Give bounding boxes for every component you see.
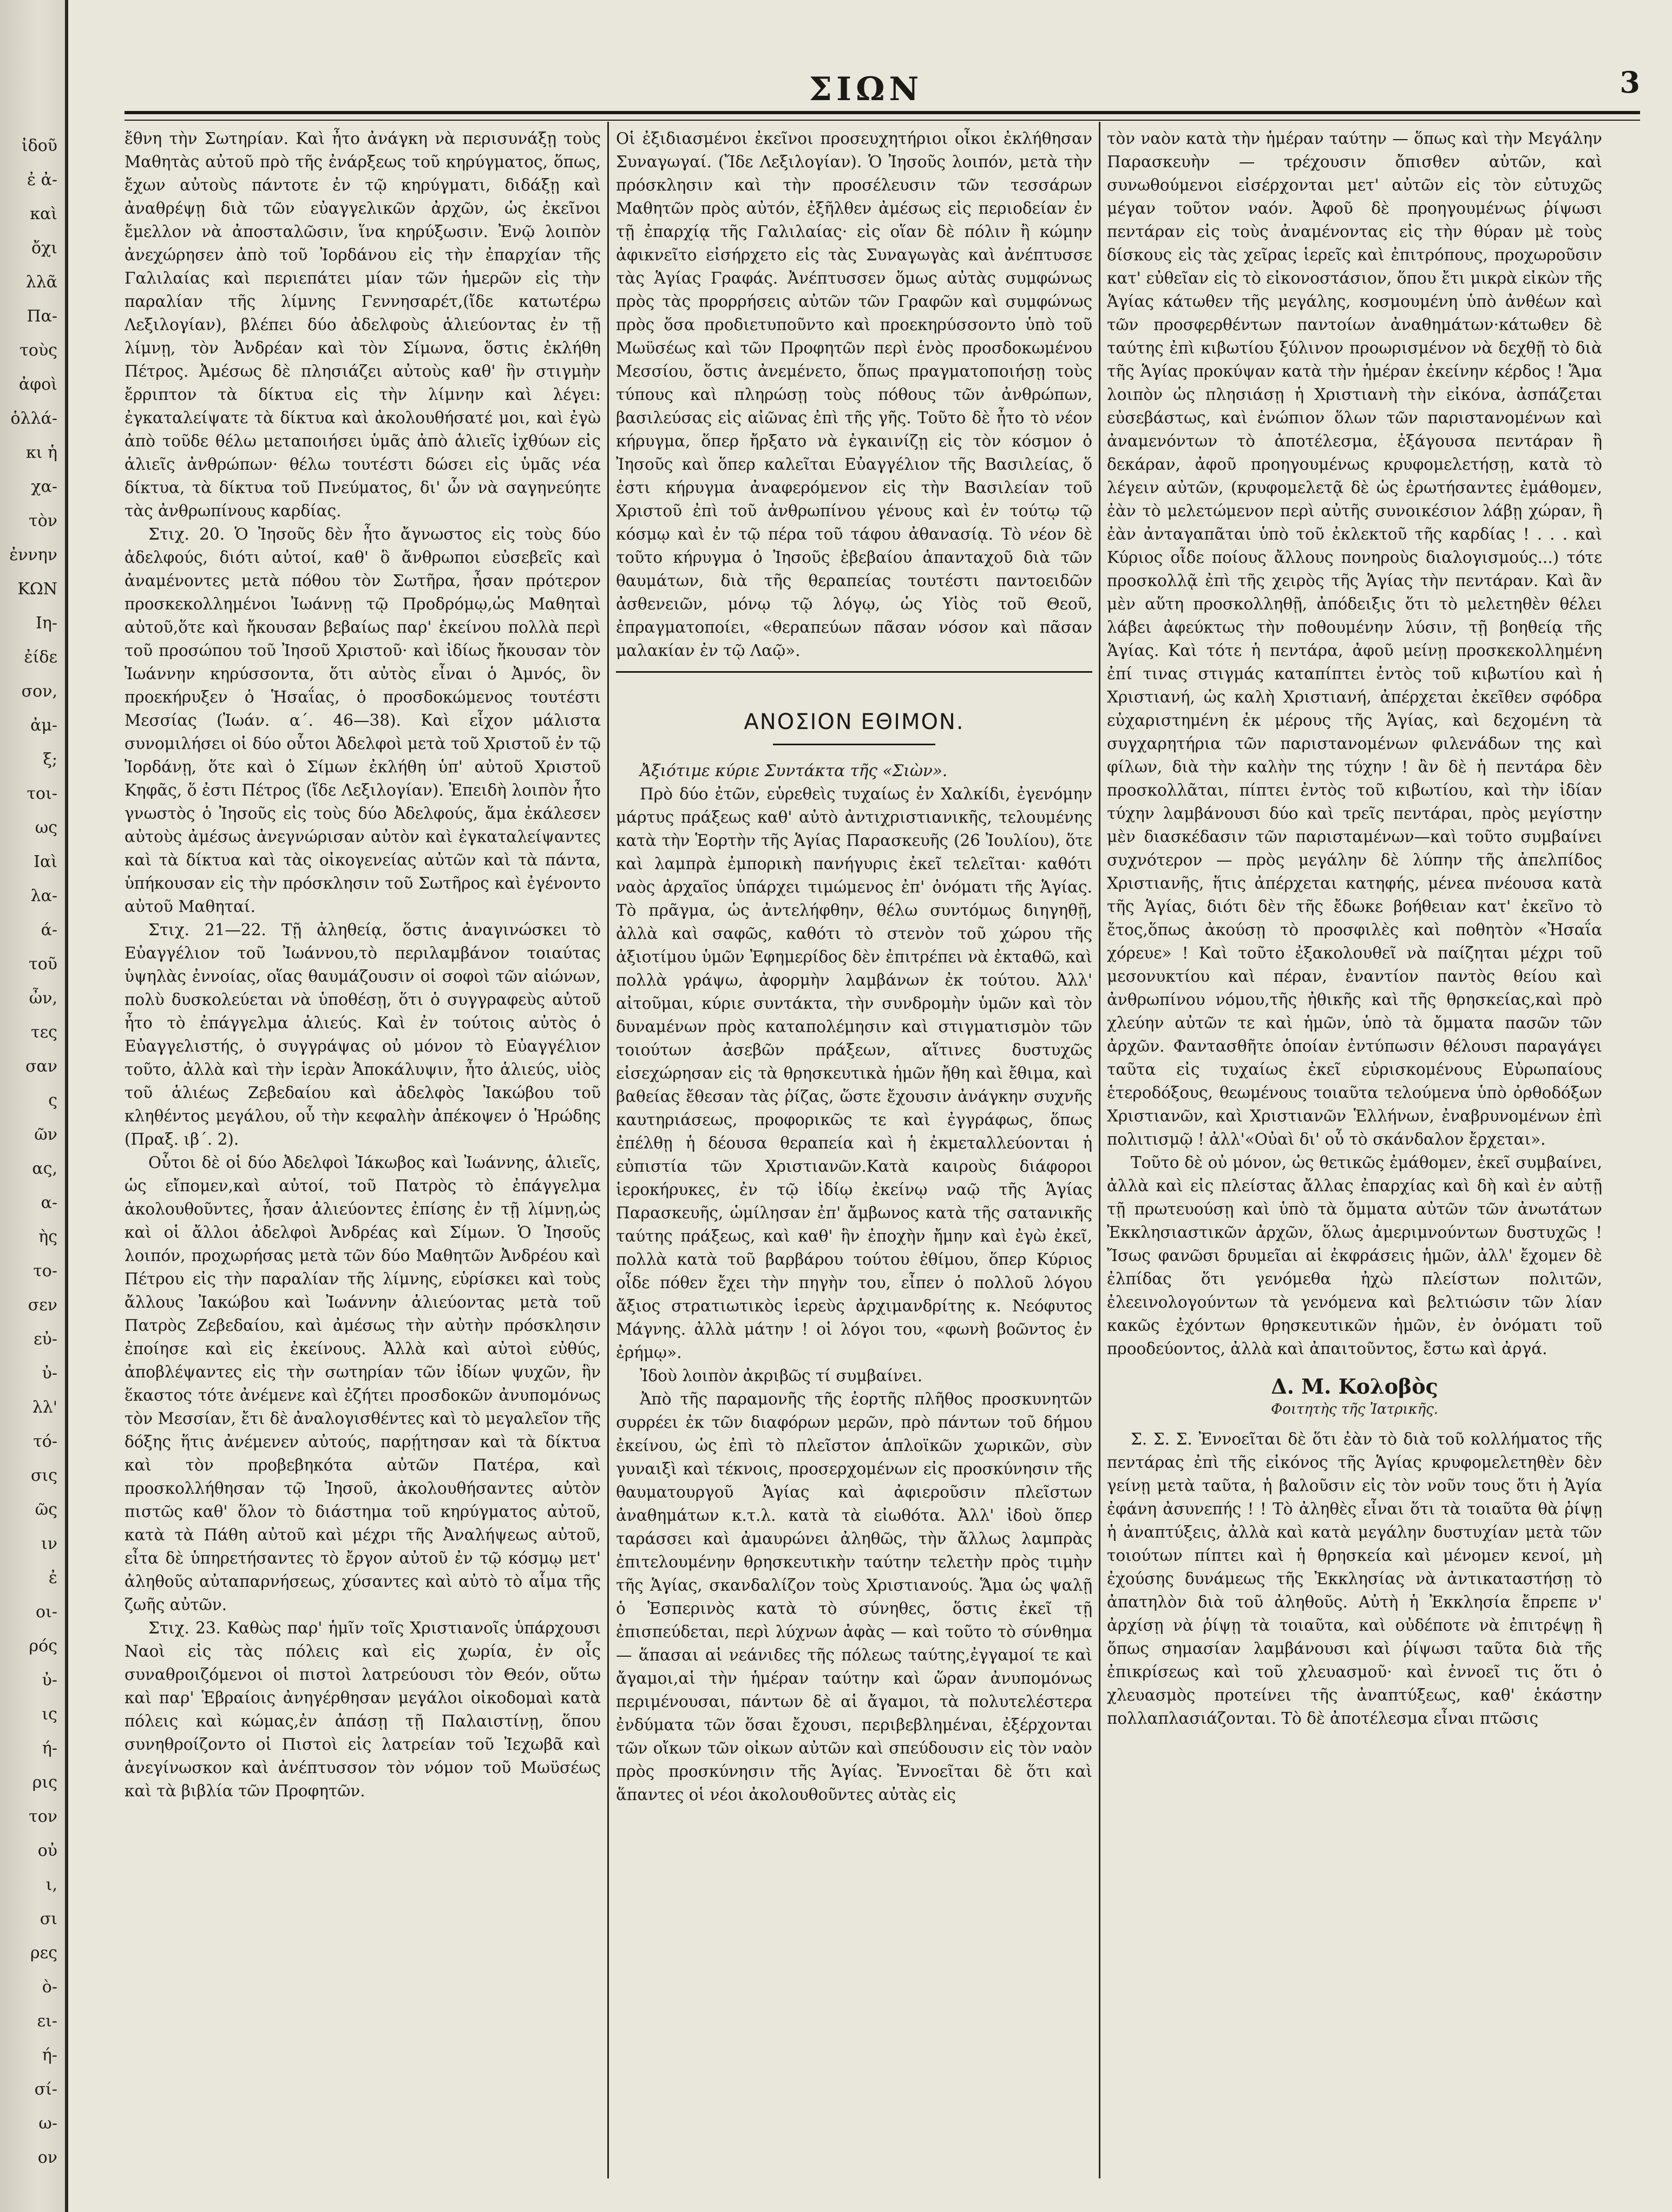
author-title: Φοιτητὴς τῆς Ἰατρικῆς. xyxy=(1270,1401,1439,1417)
margin-fragment: ξ; xyxy=(43,750,57,769)
margin-fragment: ὐ- xyxy=(42,1671,57,1690)
margin-fragment: τοῦ xyxy=(29,955,57,974)
margin-fragment: ά- xyxy=(41,921,57,940)
margin-fragment: ή- xyxy=(42,2046,57,2065)
margin-fragment: τό- xyxy=(33,1432,57,1451)
margin-fragment: ὁλλά- xyxy=(10,409,57,428)
paragraph: Πρὸ δύο ἐτῶν, εὑρεθεὶς τυχαίως ἐν Χαλκίδι, ἐγενόμην μάρτυς πράξεως καθ' αὐτὸ ἀντιχριστιανικῆς, τελουμένης κατὰ τὴν Ἑορτὴν τῆς Ἁγίας Παρασκευῆς (26 Ἰουλίου), ὅτε καὶ λαμπρὰ ἐμπορικὴ πανήγυρις ἐκεῖ τελεῖται· καθότι ναὸς ἀρχαῖος ὑπάρχει τιμώμενος ἐπ' ὀνόματι τῆς Ἁγίας. Τὸ πρᾶγμα, ὡς ἀντελήφθην, θέλω συντόμως διηγηθῇ, ἀλλὰ καὶ σαφῶς, καθότι τὸ στενὸν τοῦ χώρου τῆς ἀξιοτίμου ὑμῶν Ἐφημερίδος δὲν ἐπιτρέπει νὰ ἐκταθῶ, καὶ πολλὰ γράψω, ἀφορμὴν λαμβάνων ἐκ τούτου. Ἀλλ' αἰτοῦμαι, κύριε συντάκτα, τὴν συνδρομὴν ὑμῶν καὶ τὸν δυναμένων πρὸς καταπολέμησιν καὶ στιγματισμὸν τῶν τοιούτων ἀσεβῶν πράξεων, αἵτινες δυστυχῶς εἰσεχώρησαν εἰς τὰ θρησκευτικὰ ἡμῶν ἤθη καὶ ἔθιμα, καὶ βαθείας ἔθεσαν τὰς ῥίζας, ὥστε ἔχουσιν ἀνάγκην συχνῆς καυτηριάσεως, προφορικῶς τε καὶ ἐγγράφως, ὅπως ἐπέλθῃ ἡ δέουσα θεραπεία καὶ ἡ ἐκμεταλλεύονται ἡ εὐπιστία τῶν Χριστιανῶν.Κατὰ καιροὺς διάφοροι ἱεροκήρυκες, ἐν τῷ ἰδίῳ ἐκείνῳ ναῷ τῆς Ἁγίας Παρασκευῆς, ὡμίλησαν ἐπ' ἄμβωνος κατὰ τῆς σατανικῆς ταύτης πράξεως, καὶ καθ' ἣν ἐποχὴν ἤμην καὶ ἐγὼ ἐκεῖ, πολλὰ κατὰ τοῦ βαρβάρου τούτου ἐθίμου, ὅπερ Κύριος οἶδε πόθεν ἔχει τὴν πηγὴν του, εἶπεν ὁ πολλοῦ λόγου ἄξιος στρατιωτικὸς ἱερεὺς ἀρχιμανδρίτης κ. Νεόφυτος Μάγνης. ἀλλὰ μάτην ! οἱ λόγοι του, «φωνὴ βοῶντος ἐν ἐρήμῳ». xyxy=(616,785,1092,1362)
margin-fragment: τὸν xyxy=(29,511,57,530)
margin-fragment: Ιη- xyxy=(36,614,57,633)
margin-fragment: Πα- xyxy=(27,307,57,326)
margin-fragment: ρις xyxy=(32,1773,57,1792)
paragraph: Στιχ. 21—22. Τῇ ἀληθείᾳ, ὅστις ἀναγινώσκει τὸ Εὐαγγέλιον τοῦ Ἰωάννου,τὸ περιλαμβάνον τοιαύτας ὑψηλὰς ἐννοίας, οἵας θαυμάζουσιν οἱ σοφοὶ τῶν αἰώνων, πολὺ δυσκολεύεται νὰ ὑποθέσῃ, ὅτι ὁ συγγραφεὺς αὐτοῦ ἦτο τὸ ἐπάγγελμα ἁλιεύς. Καὶ ἐν τούτοις αὐτὸς ὁ Εὐαγγελιστής, ὁ συγγράψας οὐ μόνον τὸ Εὐαγγέλιον τοῦτο, ἀλλὰ καὶ τὴν ἱερὰν Ἀποκάλυψιν, ἦτο ἁλιεύς, υἱὸς τοῦ ἁλιέως Ζεβεδαίου καὶ ἀδελφὸς Ἰακώβου τοῦ κληθέντος μεγάλου, οὗ τὴν κεφαλὴν ἀπέκοψεν ὁ Ἡρώδης (Πραξ. ιβ΄. 2). xyxy=(124,921,601,1148)
newspaper-title: ΣΙΩΝ xyxy=(809,70,923,108)
margin-fragment: ω- xyxy=(38,2114,57,2133)
margin-fragment: ως xyxy=(35,818,57,837)
margin-fragment: ἐ ἀ- xyxy=(27,170,57,189)
margin-fragment: ῶς xyxy=(35,1500,57,1519)
margin-fragment: ς xyxy=(48,1091,57,1110)
margin-fragment: ας, xyxy=(32,1159,57,1178)
margin-fragment: ή- xyxy=(42,1739,57,1758)
margin-fragment: ις xyxy=(42,1705,57,1724)
margin-fragment: σις xyxy=(30,1466,57,1485)
margin-fragment: ὴς xyxy=(38,1228,57,1246)
section-separator xyxy=(616,671,1092,673)
column-1 xyxy=(124,127,601,2184)
margin-fragment: ὐ- xyxy=(42,1364,57,1383)
margin-fragment: το- xyxy=(33,1262,57,1281)
paragraph: ἔθνη τὴν Σωτηρίαν. Καὶ ἦτο ἀνάγκη νὰ περισυνάξῃ τοὺς Μαθητὰς αὐτοῦ πρὸ τῆς ἐνάρξεως τοῦ κηρύγματος, ὅπως, ἔχων αὐτοὺς πάντοτε ἐν τῷ κηρύγματι, διδάξῃ καὶ ἀναθρέψῃ διὰ τῶν εὐαγγελικῶν ἀρχῶν, ὡς ἐκεῖνοι ἔμελλον νὰ ἀποσταλῶσιν, ἵνα κηρύξωσιν. Ἐνῷ λοιπὸν ἀνεχώρησεν ἀπὸ τοῦ Ἰορδάνου εἰς τὴν ἐπαρχίαν τῆς Γαλιλαίας καὶ περιεπάτει μίαν τῶν ἡμερῶν εἰς τὴν παραλίαν τῆς λίμνης Γεννησαρέτ,(ἴδε κατωτέρω Λεξιλογίαν), βλέπει δύο ἀδελφοὺς ἁλιεύοντας ἐν τῇ λίμνῃ, τὸν Ἀνδρέαν καὶ τὸν Σίμωνα, ὅστις ἐκλήθη Πέτρος. Ἀμέσως δὲ πλησιάζει αὐτοὺς καθ' ἣν στιγμὴν ἔρριπτον τὰ δίκτυα εἰς τὴν λίμνην καὶ λέγει: ἐγκαταλείψατε τὰ δίκτυα καὶ ἀκολουθήσατέ μοι, καὶ ἐγὼ ἀπὸ τοῦδε θέλω μεταποιήσει ὑμᾶς ἀπὸ ἁλιεῖς ἰχθύων εἰς ἁλιεῖς ἀνθρώπων· θέλω τουτέστι δώσει εἰς ὑμᾶς νέα δίκτυα, τὰ δίκτυα τοῦ Πνεύματος, δι' ὧν νὰ σαγηνεύητε τὰς ἀνθρωπίνους καρδίας. xyxy=(124,129,601,520)
postscript: Σ. Σ. Σ. Ἐννοεῖται δὲ ὅτι ἐὰν τὸ διὰ τοῦ κολλήματος τῆς πεντάρας ἐπὶ τῆς εἰκόνος τῆς Ἁγίας κρυφομελετηθὲν δὲν γείνῃ μετὰ ταῦτα, ἡ βαλοῦσιν εἰς τὸν νοῦν τους ὅτι ἡ Ἁγία ἐφάνη ἀσυνεπής ! ! Τὸ ἀληθὲς εἶναι ὅτι τὰ τοιαῦτα θὰ ῥίψῃ ἡ ἀναπτύξεις, ἀλλὰ καὶ κατὰ μεγάλην δυστυχίαν μετὰ τῶν τοιούτων πίπτει καὶ ἡ θρησκεία καὶ μένομεν κενοί, μὴ ἐχούσης δυνάμεως τῆς Ἐκκλησίας νὰ ἀντικαταστήσῃ τὸ ἀπατηλὸν διὰ τοῦ ἀληθοῦς. Αὐτὴ ἡ Ἐκκλησία ἔπρεπε ν' ἀρχίσῃ νὰ ῥίψῃ τὰ τοιαῦτα, καὶ οὐδέποτε νὰ ἐπιτρέψῃ ἢ ὅπως σημασίαν λαμβάνουσι καὶ ῥίψωσι ταῦτα διὰ τῆς ἐπικρίσεως καὶ τοῦ χλευασμοῦ· καὶ ἐννοεῖ τις ὅτι ὁ χλευασμὸς προτείνει τῆς ἀναπτύξεως, καθ' ἑκάστην πολλαπλασιάζονται. Τὸ δὲ ἀποτέλεσμα εἶναι πτῶσις xyxy=(1107,1430,1602,1728)
margin-fragment: τοὺς xyxy=(19,341,57,360)
margin-fragment: ἰδοῦ xyxy=(21,136,57,155)
paragraph: Στιχ. 20. Ὁ Ἰησοῦς δὲν ἦτο ἄγνωστος εἰς τοὺς δύο ἀδελφούς, διότι αὐτοί, καθ' ὃ ἄνθρωποι εὐσεβεῖς καὶ ἀναμένοντες μετὰ πόθου τὸν Σωτῆρα, ἦσαν πρότερον προσκεκολλημένοι Ἰωάννῃ τῷ Προδρόμῳ,ὡς Μαθηταὶ αὐτοῦ,ὅτε καὶ ἤκουσαν βεβαίως παρ' ἐκείνου πολλὰ περὶ τοῦ προσώπου τοῦ Ἰησοῦ Χριστοῦ· καὶ ἰδίως ἤκουσαν τὸν Ἰωάννην κηρύσσοντα, ὅτι αὐτὸς εἶναι ὁ Ἀμνός, ὃν προεκήρυξεν ὁ Ἡσαΐας, ὁ προσδοκώμενος τουτέστι Μεσσίας (Ἰωάν. α΄. 46—38). Καὶ εἶχον μάλιστα συνομιλήσει οἱ δύο οὗτοι Ἀδελφοὶ μετὰ τοῦ Χριστοῦ ἐν τῷ Ἰορδάνῃ, ὅτε καὶ ὁ Σίμων ἐκλήθη ὑπ' αὐτοῦ Χριστοῦ Κηφᾶς, ὅ ἐστι Πέτρος (ἴδε Λεξιλογίαν). Ἐπειδὴ λοιπὸν ἦτο γνωστὸς ὁ Ἰησοῦς εἰς τοὺς δύο Ἀδελφούς, ἅμα ἐκάλεσεν αὐτοὺς ἀμέσως ἀνεγνώρισαν αὐτὸν καὶ ἐγκαταλείψαντες καὶ τὰ δίκτυα καὶ τὰς οἰκογενείας αὐτῶν καὶ τὰ πάντα, ὑπήκουσαν εἰς τὴν πρόσκλησιν τοῦ Σωτῆρος καὶ ἐγένοντο αὐτοῦ Μαθηταί. xyxy=(124,525,601,916)
paragraph: Ἀπὸ τῆς παραμονῆς τῆς ἑορτῆς πλῆθος προσκυνητῶν συρρέει ἐκ τῶν διαφόρων μερῶν, πρὸ πάντων τοῦ δήμου ἐκείνου, ὡς ἐπὶ τὸ πλεῖστον ἁπλοϊκῶν χωρικῶν, σὺν γυναιξὶ καὶ τέκνοις, προσερχομένων εἰς προσκύνησιν τῆς θαυματουργοῦ Ἁγίας καὶ ἀφιεροῦσιν πλεῖστων ἀναθημάτων κ.τ.λ. κατὰ τὰ εἰωθότα. Ἀλλ' ἰδοὺ ὅπερ ταράσσει καὶ ἀμαυρώνει ἀληθῶς, τὴν ἄλλως λαμπρὰς ἐπιτελουμένην θρησκευτικὴν ταύτην τελετὴν πρὸς τιμὴν τῆς Ἁγίας, σκανδαλίζον τοὺς Χριστιανούς. Ἅμα ὡς ψαλῇ ὁ Ἑσπερινὸς κατὰ τὸ σύνηθες, ὅστις ἐκεῖ τῇ ἐπισπεύδεται, περὶ λύχνων ἁφὰς — καὶ τοῦτο τὸ σύνθημα — ἅπασαι αἱ νεάνιδες τῆς πόλεως ταύτης,ἐγγαμοί τε καὶ ἄγαμοι,αἱ τὴν ἡμέραν ταύτην καὶ ὥραν ἀνυπομόνως περιμένουσαι, πάντων δὲ αἱ ἄγαμοι, τὰ πολυτελέστερα ἐνδύματα τῶν ὅσαι ἔχουσι, περιβεβλημέναι, ἐξέρχονται τῶν οἴκων τῶν οἰκων αὐτῶν καὶ σπεύδουσιν εἰς τὸν ναὸν πρὸς προσκύνησιν τῆς Ἁγίας. Ἐννοεῖται δὲ ὅτι καὶ ἅπαντες οἱ νέοι ἀκολουθοῦντες αὐτὰς εἰς xyxy=(616,1390,1092,1804)
masthead-rule xyxy=(124,111,1640,121)
margin-fragment: εὐ- xyxy=(34,1330,57,1349)
margin-fragment: σι xyxy=(40,1909,57,1928)
margin-fragment: Ιαὶ xyxy=(34,852,57,871)
column-2 xyxy=(616,127,1092,2184)
margin-fragment: ῶν xyxy=(34,1125,57,1144)
margin-fragment: ι, xyxy=(45,1875,57,1894)
margin-fragment: τες xyxy=(31,1023,57,1042)
column-divider xyxy=(607,122,609,2178)
heading-underline xyxy=(773,744,935,745)
column-3 xyxy=(1107,127,1602,2184)
margin-fragment: οι- xyxy=(36,1603,57,1622)
paragraph: Τοῦτο δὲ οὐ μόνον, ὡς θετικῶς ἐμάθομεν, ἐκεῖ συμβαίνει, ἀλλὰ καὶ εἰς πλείστας ἄλλας ἐπαρχίας καὶ δὴ καὶ ἐν αὐτῇ τῇ πρωτευούσῃ καὶ ὑπὸ τὰ ὄμματα αὐτῶν τῶν ἀνωτάτων Ἐκκλησιαστικῶν ἀρχῶν, ὅλως ἀμεριμνούντων δυστυχῶς ! Ἴσως φανῶσι δρυμεῖαι αἱ ἐκφράσεις ἡμῶν, ἀλλ' ἔχομεν δὲ ἐλπίδας ὅτι γενόμεθα ἠχὼ πλείστων πολιτῶν, ἐλεεινολογούντων τὰ γενόμενα καὶ βελτιώσιν τῶν λίαν κακῶς ἐχόντων θρησκευτικῶν ἡμῶν, ἐν ὀνόματι τοῦ προοδεύοντος, ἀλλὰ καὶ ἀπαιτοῦντος, ἔστω καὶ ἀργά. xyxy=(1107,1153,1602,1358)
paragraph: Στιχ. 23. Καθὼς παρ' ἡμῖν τοῖς Χριστιανοῖς ὑπάρχουσι Ναοὶ εἰς τὰς πόλεις καὶ εἰς χωρία, ἐν οἷς συναθροιζόμενοι οἱ πιστοὶ λατρεύουσι τὸν Θεόν, οὕτω καὶ παρ' Ἑβραίοις ἀνηγέρθησαν μεγάλοι οἰκοδομαὶ κατὰ πόλεις καὶ κώμας,ἐν ἀπάσῃ τῇ Παλαιστίνῃ, ὅπου συνηθροίζοντο οἱ Πιστοὶ εἰς λατρείαν τοῦ Ἰεχωβᾶ καὶ ἀνεγίνωσκον καὶ ἀνέπτυσσον τὸν νόμον τοῦ Μωϋσέως καὶ τὰ βιβλία τῶν Προφητῶν. xyxy=(124,1619,601,1800)
margin-fragment: ἐίδε xyxy=(24,648,57,667)
salutation: Ἀξιότιμε κύριε Συντάκτα τῆς «Σιὼν». xyxy=(640,762,948,780)
margin-fragment: ἀμ- xyxy=(30,716,57,735)
margin-fragment: κι ἡ xyxy=(25,443,57,462)
masthead xyxy=(124,65,1640,108)
margin-fragment: ον xyxy=(37,2148,57,2167)
margin-fragment: α- xyxy=(41,1193,57,1212)
paragraph: Οὗτοι δὲ οἱ δύο Ἀδελφοὶ Ἰάκωβος καὶ Ἰωάννης, ἁλιεῖς, ὡς εἴπομεν,καὶ αὐτοί, τοῦ Πατρὸς τὸ ἐπάγγελμα ἀκολουθοῦντες, ἦσαν ἁλιεύοντες ἐπίσης ἐν τῇ λίμνῃ,ὡς καὶ οἱ ἄλλοι ἀδελφοὶ Ἀνδρέας καὶ Σίμων. Ὁ Ἰησοῦς λοιπόν, προχωρήσας μετὰ τῶν δύο Μαθητῶν Ἀνδρέου καὶ Πέτρου εἰς τὴν παραλίαν τῆς λίμνης, εὑρίσκει καὶ τοὺς ἄλλους Ἰακώβου καὶ Ἰωάννην ἁλιεύοντας μετὰ τοῦ Πατρὸς Ζεβεδαίου, καὶ ἀμέσως τὴν αὐτὴν πρόσκλησιν ἐποίησε καὶ εἰς ἐκείνους. Ἀλλὰ καὶ αὐτοὶ εὐθύς, ἀποβλέψαντες εἰς τὴν σωτηρίαν τῶν ἰδίων ψυχῶν, ἣν ἕκαστος τότε ἀνέμενε καὶ ἐζήτει προσδοκῶν ἀνυπομόνως τὸν Μεσσίαν, ἔτι δὲ ἀναλογισθέντες καὶ τὸ μεγαλεῖον τῆς δόξης ἥτις ἀνέμενεν αὐτούς, παρῄτησαν καὶ τὰ δίκτυα καὶ τὸν προβεβηκότα αὐτῶν Πατέρα, καὶ προσκολλήθησαν τῷ Ἰησοῦ, ἀκολουθήσαντες αὐτὸν πιστῶς καθ' ὅλον τὸ διάστημα τοῦ κηρύγματος αὐτοῦ, κατὰ τὰ Πάθη αὐτοῦ καὶ μέχρι τῆς Ἀναλήψεως αὐτοῦ, εἶτα δὲ ὑπηρετήσαντες τὸ ἔργον αὐτοῦ ἐν τῷ κόσμῳ μετ' ἀληθοῦς αὐταπαρνήσεως, χύσαντες καὶ αὐτὸ τὸ αἷμα τῆς ζωῆς αὐτῶν. xyxy=(124,1153,601,1614)
margin-fragment: ΚΩΝ xyxy=(17,580,57,599)
margin-fragment: τον xyxy=(29,1807,57,1826)
article-heading: ΑΝΟΣΙΟΝ ΕΘΙΜΟΝ. xyxy=(744,710,965,734)
margin-fragment: ει- xyxy=(37,2012,57,2031)
margin-fragment: λλ' xyxy=(32,1398,57,1417)
margin-fragment: χα- xyxy=(31,477,57,496)
margin-fragment: ὸ- xyxy=(42,1978,57,1997)
margin-fragment: ὦν, xyxy=(29,989,57,1008)
margin-fragment: οὐ xyxy=(37,1841,57,1860)
margin-fragment: λα- xyxy=(30,887,57,905)
previous-page-margin xyxy=(0,0,68,2212)
margin-fragment: καὶ xyxy=(30,205,57,224)
margin-fragment: σί- xyxy=(34,2080,57,2099)
margin-fragment: ἀφοὶ xyxy=(18,375,57,394)
margin-fragment: ρός xyxy=(29,1637,57,1656)
margin-fragment: ρες xyxy=(30,1944,57,1962)
margin-fragment: ἐ xyxy=(48,1568,57,1587)
margin-fragment: ἐννην xyxy=(9,546,57,565)
margin-fragment: λλᾶ xyxy=(25,273,57,292)
paragraph: τὸν ναὸν κατὰ τὴν ἡμέραν ταύτην — ὅπως καὶ τὴν Μεγάλην Παρασκευὴν — τρέχουσιν ὄπισθεν αὐτῶν, καὶ συνωθούμενοι εἰσέρχονται μετ' αὐτῶν εἰς τὸν εὐτυχῶς μέγαν τοῦτον ναόν. Ἀφοῦ δὲ προηγουμένως ῥίψωσι πεντάραν εἰς τοὺς ἀναμένοντας εἰς τὴν θύραν μὲ τοὺς δίσκους εἰς τὰς χεῖρας ἱερεῖς καὶ ἐπιτρόπους, προχωροῦσιν κατ' εὐθεῖαν εἰς τὸ εἰκονοστάσιον, ὅπου ἔτι μικρὰ εἰκὼν τῆς Ἁγίας κάτωθεν τῆς μεγάλης, κοσμουμένη ὑπὸ ἀνθέων καὶ τῶν προσφερθέντων παντοίων ἀναθημάτων·κάτωθεν δὲ ταύτης ἐπὶ κιβωτίου ξύλινον προωρισμένον νὰ δεχθῇ τὸ διὰ τῆς Ἁγίας προκύψαν κατὰ τὴν ἡμέραν ἐκείνην κέρδος ! Ἅμα λοιπὸν ὡς πλησιάσῃ ἡ Χριστιανὴ τὴν εἰκόνα, ἀσπάζεται εὐσεβάστως, καὶ ἐνώπιον ὅλων τῶν παριστανομένων καὶ ἀναμενόντων τὸ ἀποτέλεσμα, ἐξάγουσα πεντάραν ἢ δεκάραν, ἀφοῦ προηγουμένως κρυφομελετήσῃ, κατὰ τὸ λέγειν αὐτῶν, (κρυφομελετᾷ δὲ ὡς ἐρωτήσαντες ἐμάθομεν, ἐὰν τὸ μελετώμενον περὶ αὐτῆς συνοικέσιον λάβῃ χώραν, ἢ ἐὰν ἀνταγαπᾶται ὑπὸ τοῦ ἐκλεκτοῦ τῆς καρδίας ! . . . καὶ Κύριος οἶδε ποίους ἄλλους πονηροὺς διαλογισμούς...) τότε προσκολλᾷ ἐπὶ τῆς χειρὸς τῆς Ἁγίας τὴν πεντάραν. Καὶ ἂν μὲν αὕτη προσκολληθῇ, ἀπόδειξις ὅτι τὸ μελετηθὲν θέλει λάβει ἀφεύκτως τὴν ποθουμένην λύσιν, τῇ βοηθείᾳ τῆς Ἁγίας. Καὶ τότε ἡ πεντάρα, ἀφοῦ μείνῃ προσκεκολλημένη ἐπί τινας στιγμάς καταπίπτει ἐντὸς τοῦ κιβωτίου καὶ ἡ Χριστιανή, ὡς καλὴ Χριστιανή, ἀπέρχεται ἐκεῖθεν σφόδρα εὐχαριστημένη ἐκ μέρους τῆς Ἁγίας, καὶ δεχομένη τὰ συγχαρητήρια τῶν παριστανομένων φιλενάδων της καὶ φίλων, διὰ τὴν καλὴν της τύχην ! ἂν δὲ ἡ πεντάρα δὲν προσκολλᾶται, πίπτει ἐντὸς τοῦ κιβωτίου, καὶ τὴν ἰδίαν τύχην λαμβάνουσι δύο καὶ τρεῖς πεντάραι, πρὸς μεγίστην μὲν διασκέδασιν τῶν παρισταμένων—καὶ τοῦτο συμβαίνει συχνότερον — πρὸς μεγάλην δὲ λύπην τῆς ἀπελπίδος Χριστιανῆς, ἥτις ἀπέρχεται κατηφής, μένεα πνέουσα κατὰ τῆς Ἁγίας, διότι δὲν τῆς ἔδωκε βοήθειαν κατ' ἐκεῖνο τὸ ἔτος,ὅπως ἀκούσῃ τὸ προσφιλὲς καὶ ποθητὸν «Ἠσαΐα χόρευε» ! Καὶ τοῦτο ἐξακολουθεῖ νὰ παίζηται μέχρι τοῦ μεσονυκτίου καὶ πέραν, ἐναντίον παντὸς θείου καὶ ἀνθρωπίνου νόμου,τῆς ἠθικῆς καὶ τῆς θρησκείας,καὶ πρὸ χλεύην αὐτῶν τε καὶ ἡμῶν, ὑπὸ τὰ ὄμματα πασῶν τῶν ἀρχῶν. Φαντασθῆτε ὁποίαν ἐντύπωσιν θέλουσι παραγάγει ταῦτα εἰς τυχαίως ἐκεῖ εὑρισκομένους Εὐρωπαίους ἑτεροδόξους, θεωμένους τοιαῦτα τελούμενα ὑπὸ ὀρθοδόξων Χριστιανῶν, καὶ Χριστιανῶν Ἑλλήνων, ἐναβρυνομένων ἐπὶ πολιτισμῷ ! ἀλλ'«Οὐαὶ δι' οὗ τὸ σκάνδαλον ἔρχεται». xyxy=(1107,129,1602,1148)
margin-fragment: ὄχι xyxy=(31,239,57,258)
margin-fragment: ιν xyxy=(41,1534,57,1553)
paragraph: Οἱ ἐξιδιασμένοι ἐκεῖνοι προσευχητήριοι οἶκοι ἐκλήθησαν Συναγωγαί. (Ἴδε Λεξιλογίαν). Ὁ Ἰησοῦς λοιπόν, μετὰ τὴν πρόσκλησιν καὶ τὴν προσέλευσιν τῶν τεσσάρων Μαθητῶν πρὸς αὐτόν, ἐξῆλθεν ἀμέσως εἰς περιοδείαν ἐν τῇ ἐπαρχίᾳ τῆς Γαλιλαίας· εἰς οἵαν δὲ πόλιν ἢ κώμην ἀφικνεῖτο εἰσήρχετο εἰς τὰς Συναγωγὰς καὶ ἀνέπτυσσε τὰς Ἁγίας Γραφάς. Ἀνέπτυσσεν ὅμως αὐτὰς συμφώνως πρὸς τὰς προρρήσεις αὐτῶν τῶν Γραφῶν καὶ συμφώνως πρὸς ὅσα προδιετυποῦντο καὶ προεκηρύσσοντο ὑπὸ τοῦ Μωϋσέως καὶ τῶν Προφητῶν περὶ ἑνὸς προσδοκωμένου Μεσσίου, ὅστις ἀνεμένετο, ὅπως πραγματοποιήσῃ τοὺς τύπους καὶ πληρώσῃ τοὺς πόθους τῶν ἀνθρώπων, βασιλεύσας εἰς αἰῶνας ἐπὶ τῆς γῆς. Τοῦτο δὲ ἦτο τὸ νέον κήρυγμα, ὅπερ ἤρξατο νὰ ἐγκαινίζῃ εἰς τὸν κόσμον ὁ Ἰησοῦς καὶ ὅπερ καλεῖται Εὐαγγέλιον τῆς Βασιλείας, ὅ ἐστι κήρυγμα ἀναφερόμενον εἰς τὴν Βασιλείαν τοῦ Χριστοῦ ἐπὶ τοῦ ἀνθρωπίνου γένους καὶ ἐν τούτῳ τῷ κόσμῳ καὶ ἐν τῷ πέρα τοῦ τάφου ἀθανασίᾳ. Τὸ νέον δὲ τοῦτο κήρυγμα ὁ Ἰησοῦς ἐβεβαίου ἁπανταχοῦ διὰ τῶν θαυμάτων, διὰ τῆς θεραπείας τουτέστι παντοειδῶν ἀσθενειῶν, μόνῳ τῷ λόγῳ, ὡς Υἱὸς τοῦ Θεοῦ, ἐπραγματοποίει, «θεραπεύων πᾶσαν νόσον καὶ πᾶσαν μαλακίαν ἐν τῷ Λαῷ». xyxy=(616,129,1092,660)
column-divider xyxy=(1099,122,1100,2178)
margin-fragment: σον, xyxy=(21,682,57,701)
author-signature: Δ. Μ. Κολοβὸς xyxy=(1271,1374,1438,1399)
paragraph: Ἰδοὺ λοιπὸν ἀκριβῶς τί συμβαίνει. xyxy=(640,1367,923,1385)
page-number: 3 xyxy=(1619,65,1640,100)
margin-fragment: σεν xyxy=(28,1296,57,1315)
margin-fragment: τοι- xyxy=(27,784,57,803)
margin-fragment: σαν xyxy=(25,1057,57,1076)
